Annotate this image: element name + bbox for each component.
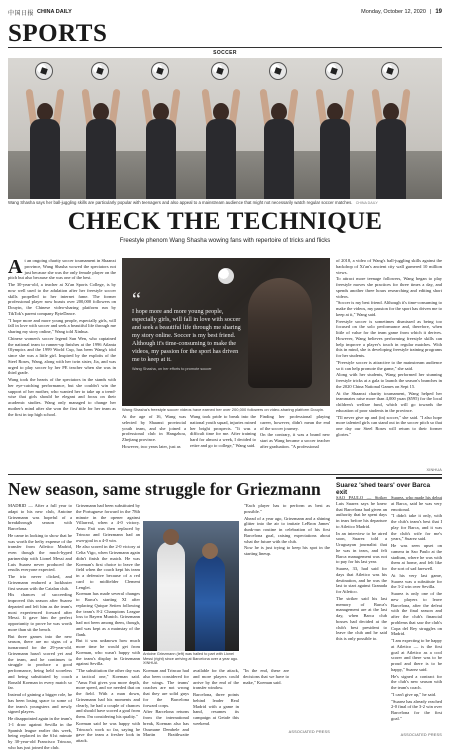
pull-quote-text: I hope more and more young people, especially girls, will fall in love with soccer and seek a beautiful life through me sharing my story online. Soccer is my best friend. Although it's time-consuming to make the videos, my passion for the sport has driven me to keep at it. <box>132 308 241 364</box>
photo-caption <box>143 652 239 666</box>
section-rule <box>8 47 442 48</box>
story2-column-3 <box>143 668 289 738</box>
story2-column-1 <box>8 503 72 750</box>
paragraph: But three games into the new season, there are no signs of a turnaround for the 29-year-old. Griezmann hasn't scored yet and the team, and he continues to struggle to produce a good performance, being held scoreless and being substituted by coach Ronald Koeman in every match so far. <box>8 633 72 691</box>
paragraph: Suarez is only one of the new players to leave Barcelona, after the defeat with the final season and after the club's financial problems that saw the club's Copa del Rey struggles on Madrid. <box>391 591 442 637</box>
pull-quote-attribution: Wang Shasha, on her efforts to promote soccer <box>132 367 212 372</box>
soccer-ball-icon <box>218 268 234 284</box>
paragraph: t an ongoing charity soccer tournament in Shaanxi province, Wang Shasha wowed the spectators not just because she was the only female player on the pitch but also because she was one of the best. <box>8 258 116 281</box>
soccer-ball-icon <box>151 62 169 80</box>
soccer-ball-icon <box>211 62 229 80</box>
paragraph: To attract more teenage followers, Wang began to play freestyle moves she practices for three times a day, and spends another three hours researching and editing short videos. <box>336 276 442 299</box>
photo-player-left <box>157 541 185 651</box>
deck: Freestyle phenom Wang Shasha wowing fans with repertoire of tricks and flicks <box>119 238 331 244</box>
story2-column-2 <box>76 503 140 743</box>
paragraph: Barcelona, three points behind leader Real Madrid with a game in hand, resumes its campaign at Getafe this weekend. <box>193 692 239 726</box>
paragraph: "I am expecting to be happy at Atletico — is the first goal at Atletico as a cool scorer and there was to be proud and there is to be happy," Suarez said. <box>391 638 442 672</box>
page-header <box>8 6 442 18</box>
masthead <box>8 8 72 17</box>
hero-caption <box>8 200 442 205</box>
paragraph: "Each player has to perform as best as possible." <box>244 503 330 514</box>
paragraph: Chinese women's soccer legend Sun Wen, who captained the national team to runner-up finishes at the 1996 Atlanta Olympics and the 1999 World Cup, has been Wang's idol since she was a little girl. Inspired by the exploits of the Steel Roses, Wang, along with her twin sister, Jia, and was urged to play soccer by her PE teacher when she was in third grade. <box>8 335 116 376</box>
photo-figure <box>24 81 66 199</box>
paragraph: "Freestyle soccer is attractive to the mainstream audience so it can help promote the game," she said. <box>336 359 442 371</box>
paragraph: On the contrary, it was a brand new start as Wang became a soccer teacher after graduation. "A professional <box>260 432 330 449</box>
paragraph: Suarez, who made his debut at Barca, said he was very emotional. <box>391 495 442 512</box>
hero-photo <box>8 58 442 199</box>
paragraph: Suarez, 33, had said for days that Atletico was his destination, and he was the last to start against Granada for Atletico. <box>336 566 387 594</box>
story2-headline: New season, same struggle for Griezmann <box>8 479 321 499</box>
hero-caption-text: Wang Shasha says her ball-juggling skills are particularly popular with teenagers and also appeal to a mainstream audience that might not necessarily watch regular soccer matches. <box>8 200 353 205</box>
paragraph: "I can't give up," he said. <box>391 691 437 697</box>
photo-figure <box>370 81 412 199</box>
paragraph: Now he is just trying to keep his spot in the starting lineup. <box>244 545 330 556</box>
paragraph: MADRID — After a full year to adapt to his new club, Antoine Griezmann was hopeful of a breakthrough season with Barcelona. <box>8 503 72 531</box>
paragraph: Wang took pride to break into the national youth squad, injuries ruined her bright prospects. "It was a difficult time for me. After training hard for almost a week, I decided to retire and go to college," Wang said. <box>190 414 256 448</box>
paragraph: His chances of succeeding improved this season after Suarez departed and left him as the team's most experienced forward after Messi. It gave him the perfect opportunity to prove he was worth more than sit the bench. <box>8 592 72 632</box>
soccer-ball-icon <box>91 62 109 80</box>
paragraph: "In the end, these are decisions that we have to make," Koeman said. <box>243 668 289 685</box>
paragraph: Ahead of a year ago, Griezmann and a shining glitter into the air to imitate LeBron James' dunk-run routine in celebration of his first Barcelona goal, raising expectations about what the future with the club. <box>244 515 330 544</box>
main-column-1 <box>8 258 116 476</box>
pull-quote <box>132 289 244 372</box>
date-and-page <box>361 9 442 15</box>
sidebar-headline: Suarez 'shed tears' over Barca exit <box>336 479 442 500</box>
story2-source: ASSOCIATED PRESS <box>288 730 330 734</box>
paragraph: "I didn't take it only, with the club's team's best that I play for Barca, and it was the club's wife for me's years," Suarez said. <box>391 513 442 542</box>
paragraph: "Suarez has already reached 2-0 final of the 3-2 win over Barcelona for the first goal." <box>391 698 442 721</box>
photo-player-right <box>195 555 225 651</box>
paragraph: Along with her students, Wang performed her stunning freestyle tricks at a gala to launch the season's branches in the 2020 China National Games on Sept 15. <box>336 372 442 389</box>
paragraph: In an interview to be aired soon, Suarez told a Uruguayan journalist that he was in tears, and felt Barca management was not to pay for his last year. <box>336 530 387 565</box>
soccer-ball-icon <box>35 62 53 80</box>
paragraph: "I hope more and more young people, especially girls, will fall in love with soccer and seek a beautiful life through me sharing my story online," Wang told Xinhua. <box>8 317 116 334</box>
paragraph: But it was unknown how much more time he would get from Koeman, who wasn't happy with the team's display in Griezmann against Sevilla. <box>76 638 140 667</box>
main-column-3 <box>190 414 256 476</box>
quote-photo <box>122 258 330 406</box>
separator: | <box>429 9 432 15</box>
sidebar-column-1 <box>336 495 387 731</box>
photo-caption-text: Antoine Griezmann (left) was hailed to part with Lionel Messi (right) since arriving at Barcelona over a year ago. <box>143 652 239 661</box>
hero-credit: CHINA DAILY <box>355 201 378 205</box>
main-column-6 <box>336 258 442 468</box>
soccer-ball-icon <box>269 62 287 80</box>
drop-cap: A <box>8 256 23 278</box>
paragraph: However, two years later, just as <box>122 443 181 449</box>
paragraph: Instead of gaining a bigger role, he has been losing space to some of the team's youngsters and newly signed players. <box>8 692 72 715</box>
story2-column-4 <box>244 503 330 729</box>
sidebar-source: ASSOCIATED PRESS <box>400 733 442 737</box>
paragraph: Koeman and Trincao had also been considered for the wings. The teams' coaches are not wrong that they are solid guys for the Barcelona forward corps. <box>143 668 189 708</box>
paragraph: Koeman said he was happy with Trincao's work so far, saying he gave the team a fresher look in attack. <box>76 720 140 743</box>
quote-mark-icon: “ <box>132 289 141 311</box>
paragraph: He's signed a contract for the club's new season with the team's coach. <box>391 673 442 690</box>
photo-figure <box>200 81 242 199</box>
paragraph: "Soccer is my best friend. Although it's time-consuming to make the videos, my passion for the sport has driven me to keep at it," Wang said. <box>336 300 442 317</box>
logo-chinese: 中国日报 <box>8 10 35 17</box>
paragraph: The 30-year-old, a teacher at Xi'an Sports College, is by now well used to the adulation after her freestyle soccer skills propelled to her internet fame. The former professional player now boasts over 200,000 followers on Douyin, the Chinese video-sharing platform run by TikTok's parent company ByteDance. <box>8 282 116 316</box>
section-title: SPORTS <box>8 20 108 47</box>
section-kicker: SOCCER <box>213 50 237 56</box>
paragraph: Finding her professional playing career, however, didn't mean the end of the soccer journey. <box>260 414 330 431</box>
photo-figure <box>314 81 356 199</box>
photo-credit: XINHUA <box>143 661 158 666</box>
paragraph: The trio never clicked, and Griezmann endured a lackluster first season with the Catalan club. <box>8 574 72 591</box>
issue-date: Monday, October 12, 2020 <box>361 9 426 15</box>
paragraph: He also scored in the 2-0 victory at Celta Vigo, when Griezmann again didn't finish the match. He was Koeman's first choice to leave the field when the coach kept his team in a defensive because of a red card to midfielder Clement Lenglet. <box>76 544 140 590</box>
headline: CHECK THE TECHNIQUE <box>67 208 383 235</box>
paragraph: Griezmann had been substituted by the Portuguese forward in the 78th minute in the opener against Villarreal, when a 4-0 victory. Ansu Fati was then replaced by Trincao and Griezmann had an own-goal in a 4-0 win. <box>76 503 140 543</box>
paragraph: "I'll never give up and (in) soccer," she said. "I also hope more talented girls can stand out in the soccer pitch so that one day our Steel Roses will return to their former glories." <box>336 414 442 437</box>
photo-figure <box>140 81 182 199</box>
photo-figure <box>80 81 122 199</box>
paragraph: The striker said his last memory of Barca's management are at the last day, when Barca club bosses had decided at the club's best president to leave the club and he said this is only possible to. <box>336 595 387 641</box>
paragraph: At the age of 16, Wang was selected by Shaanxi provincial youth team, and she joined a professional club in Hangzhou, Zhejiang province. <box>122 414 186 442</box>
paragraph: He disappointed again in the team's 1-1 draw against Sevilla in the Spanish league earlier this week, being replaced in the 61st minute by 30-year-old Francisco Trincao, who has just joined the club. <box>8 716 72 750</box>
paragraph: Koeman has made several changes to Barca's starting XI after replacing Quique Setien following the team's 8-2 Champions League loss to Bayern Munich. Griezmann had not been among them, though, and was kept as a mainstay of the flank. <box>76 591 140 637</box>
paragraph: of 2018, a video of Wang's ball-juggling skills against the backdrop of Xi'an's ancient city wall garnered 10 million views. <box>336 258 442 275</box>
paragraph: He was seen upset on camera in Sao Paulo at the stadium, where he was with them at home, and felt like the sort of sad farewell. <box>391 543 442 571</box>
logo-english: CHINA DAILY <box>37 9 72 15</box>
sidebar-story <box>336 477 442 740</box>
story-divider <box>8 474 442 475</box>
paragraph: At the Shaanxi charity tournament, Wang helped her teammates raise more than 4,000 yuan ($595) for the local children's welfare fund, which will go towards the education of poor students in the province. <box>336 390 442 413</box>
quote-photo-caption: Wang Shasha's freestyle soccer videos have earned her over 200,000 followers on video-sharing platform Douyin. <box>122 407 325 412</box>
paragraph: Freestyle soccer is sometimes dismissed as being too focused on the solo performance and, therefore, when little of value for the team game from which it derives. However, Wang believes performing freestyle skills can help improve a player's touch in regular matches. With this in mind, she is developing freestyle training programs for her students. <box>336 318 442 358</box>
main-column-2 <box>122 414 186 476</box>
paragraph: After Barcelona returns from the international break, Koeman also has Ousmane Dembele and Martin Braithwaite available for the attack, and more players could arrive by the end of the transfer window. <box>143 668 239 738</box>
paragraph: SAO PAULO — Striker Luis Suarez says he knew that Barcelona had given an authority that he spent days in tears before his departure to Atletico Madrid. <box>336 495 387 529</box>
soccer-ball-icon <box>325 62 343 80</box>
paragraph: "The substitution the other day was a tactical one," Koeman said. "Ansu Fati gives you more depth, more speed, and we needed that on the field. With a man down, Griezmann had his moments and clearly, he had a couple of chances and should have scored a goal from them. I'm considering his quality." <box>76 668 140 719</box>
page-number: 19 <box>435 9 442 15</box>
main-column-4 <box>260 414 330 476</box>
main-source: XINHUA <box>426 468 442 472</box>
paragraph: At his very last game, Suarez was a substitute for the 3-2 win over Sevilla. <box>391 572 442 590</box>
portrait-figure <box>248 278 312 388</box>
photo-figure <box>258 81 300 199</box>
sidebar-column-2 <box>391 495 442 731</box>
soccer-ball-icon <box>381 62 399 80</box>
paragraph: He came in looking to show that he was worth the hefty expense of the transfer from Atletico Madrid, even though the much-hyped partnership with Lionel Messi and Luis Suarez never produced the results everyone expected. <box>8 532 72 573</box>
paragraph: Wang took the hearts of the spectators in the stands with her eye-catching performance, but she couldn't win the support of her mother, who wanted her to take up a trend-wise that girls should be elegant and focus on their academic studies. Wang only managed to change her mother's mind after she won the first title for her team as the first in top high school. <box>8 377 116 417</box>
griezmann-messi-photo <box>143 521 239 651</box>
